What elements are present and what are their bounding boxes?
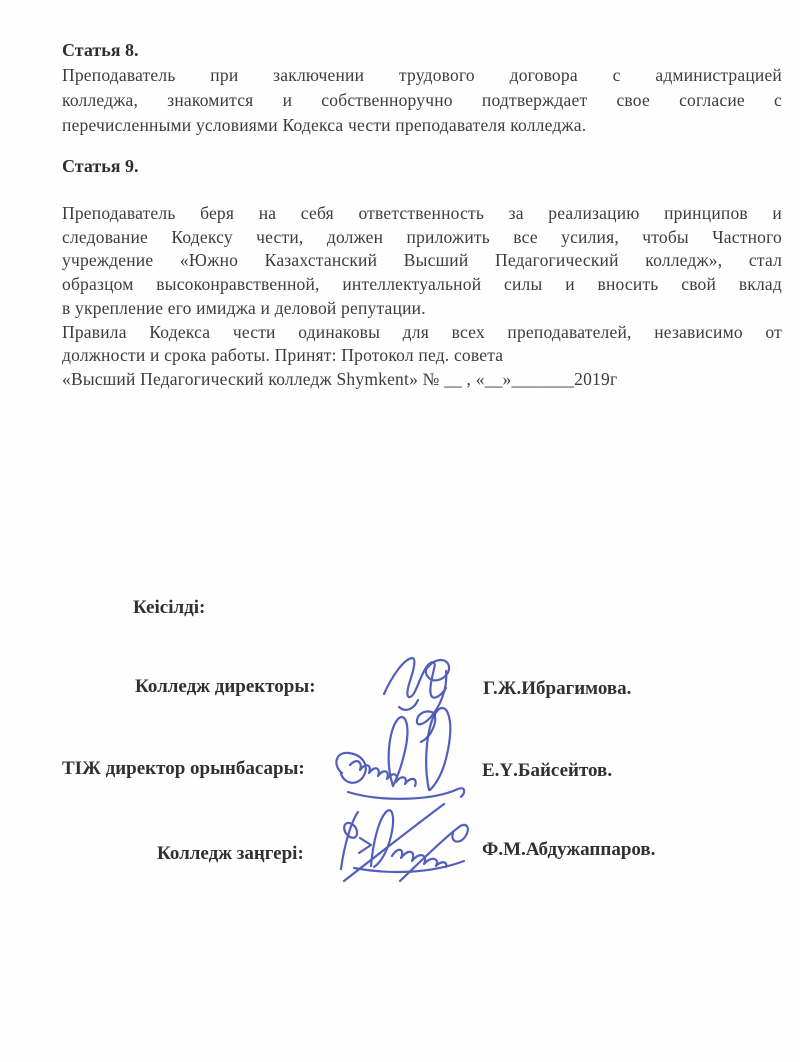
handwritten-signatures [310, 632, 500, 898]
signatory-name-deputy: Е.Ү.Байсейтов. [482, 760, 613, 781]
article-9-line: учреждение «Южно Казахстанский Высший Педагогический колледж», стал [62, 250, 782, 271]
signature-ink-director [384, 658, 449, 742]
signatory-name-director: Г.Ж.Ибрагимова. [483, 678, 632, 699]
article-9-line: Правила Кодекса чести одинаковы для всех преподавателей, независимо от [62, 321, 782, 342]
article-8-line: перечисленными условиями Кодекса чести преподавателя колледжа. [62, 115, 587, 135]
article-9-line: следование Кодексу чести, должен приложить все усилия, чтобы Частного [62, 226, 782, 247]
signature-ink-deputy [336, 700, 464, 799]
article-8-line: колледжа, знакомится и собственноручно подтверждает свое согласие с [62, 90, 782, 110]
article-9-line: в укрепление его имиджа и деловой репутации. [62, 297, 426, 318]
article-8-heading: Статья 8. [62, 40, 139, 60]
signatory-role-director: Колледж директоры: [135, 676, 316, 697]
approval-label: Кеісілді: [133, 597, 206, 618]
article-9-line: должности и срока работы. Принят: Протокол пед. совета [62, 345, 504, 366]
article-8-line: Преподаватель при заключении трудового договора с администрацией [62, 65, 782, 85]
article-9-line: Преподаватель беря на себя ответственность за реализацию принципов и [62, 203, 782, 223]
signatory-name-lawyer: Ф.М.Абдужаппаров. [482, 839, 656, 860]
article-9-heading: Статья 9. [62, 156, 139, 176]
signature-ink-lawyer [341, 804, 468, 881]
article-9-line: образцом высоконравственной, интеллектуальной силы и вносить свой вклад [62, 274, 782, 295]
signatory-role-deputy: ТІЖ директор орынбасары: [62, 758, 305, 779]
signatory-role-lawyer: Колледж заңгері: [157, 843, 304, 864]
article-9-line: «Высший Педагогический колледж Shymkent» № __ , «__»_______2019г [62, 368, 618, 389]
